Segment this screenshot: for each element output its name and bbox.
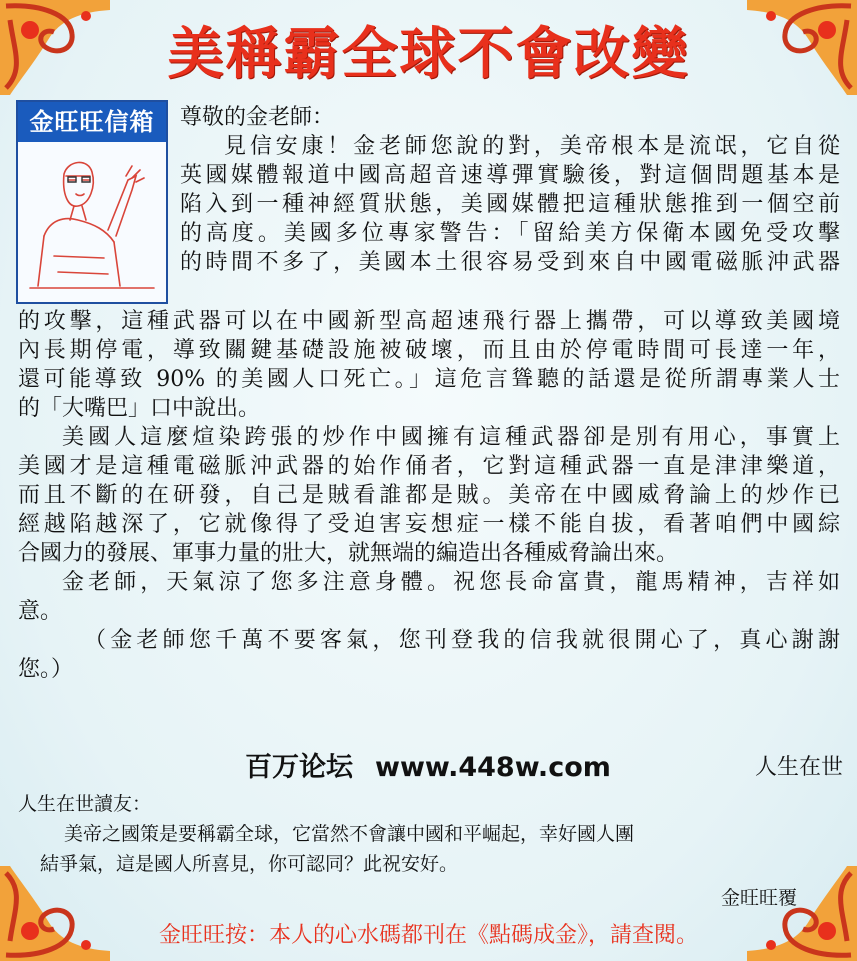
letter-body-main: [18, 307, 840, 684]
footer-note: 金旺旺按：本人的心水碼都刊在《點碼成金》，請查閱。: [158, 923, 698, 948]
letter-line: 還可能導致 90% 的美國人口死亡。」這危言聳聽的話還是從所謂專業人士: [18, 367, 840, 392]
letter-salutation: 尊敬的金老師：: [180, 105, 335, 130]
letter-body-top: [180, 103, 840, 277]
reply-signature: 金旺旺覆: [720, 887, 797, 909]
letter-line: 金老師，天氣涼了您多注意身體。祝您長命富貴，龍馬精神，吉祥如: [62, 570, 840, 595]
letter-line: 的攻擊，這種武器可以在中國新型高超速飛行器上攜帶，可以導致美國境: [18, 309, 840, 334]
forum-url: www.448w.com: [375, 752, 611, 783]
forum-name: 百万论坛: [245, 752, 353, 783]
headline: 美稱霸全球不會改變: [167, 21, 690, 87]
letter-signer: 人生在世: [754, 755, 843, 780]
letter-line: 美國才是這種電磁脈沖武器的始作俑者，它對這種武器一直是津津樂道，: [18, 454, 840, 479]
writer-portrait-sketch: [24, 146, 160, 296]
letter-line: 的時間不多了，美國本土很容易受到來自中國電磁脈沖武器: [180, 250, 840, 275]
letter-line: 陷入到一種神經質狀態，美國媒體把這種狀態推到一個空前: [180, 192, 840, 217]
reply-line: 美帝之國策是要稱霸全球，它當然不會讓中國和平崛起，幸好國人團: [64, 823, 635, 845]
letter-line: 合國力的發展、軍事力量的壯大，就無端的編造出各種威脅論出來。: [18, 541, 679, 566]
letter-line: 經越陷越深了，它就像得了受迫害妄想症一樣不能自拔，看著咱們中國綜: [18, 512, 840, 537]
letter-line: 的高度。美國多位專家警告：「留給美方保衛本國免受攻擊: [180, 221, 840, 246]
mailbox-label: 金旺旺信箱: [18, 102, 166, 142]
mailbox-badge: [16, 100, 168, 304]
letter-line: 美國人這麼煊染跨張的炒作中國擁有這種武器卻是別有用心，事實上: [62, 425, 840, 450]
reply-line: 結爭氣，這是國人所喜見，你可認同？此祝安好。: [40, 853, 459, 875]
letter-line: 見信安康！金老師您說的對，美帝根本是流氓，它自從: [224, 134, 840, 159]
letter-line: 意。: [18, 599, 63, 624]
forum-watermark: [245, 745, 611, 784]
letter-line: 內長期停電，導致關鍵基礎設施被破壞，而且由於停電時間可長達一年，: [18, 338, 840, 363]
letter-line: （金老師您千萬不要客氣，您刊登我的信我就很開心了，真心謝謝: [84, 628, 840, 653]
letter-line: 英國媒體報道中國高超音速導彈實驗後，對這個問題基本是: [180, 163, 840, 188]
letter-line: 您。）: [18, 657, 74, 682]
letter-line: 的「大嘴巴」口中說出。: [18, 396, 261, 421]
reply-salutation: 人生在世讀友：: [18, 793, 152, 815]
letter-line: 而且不斷的在研發，自己是賊看誰都是賊。美帝在中國威脅論上的炒作已: [18, 483, 840, 508]
